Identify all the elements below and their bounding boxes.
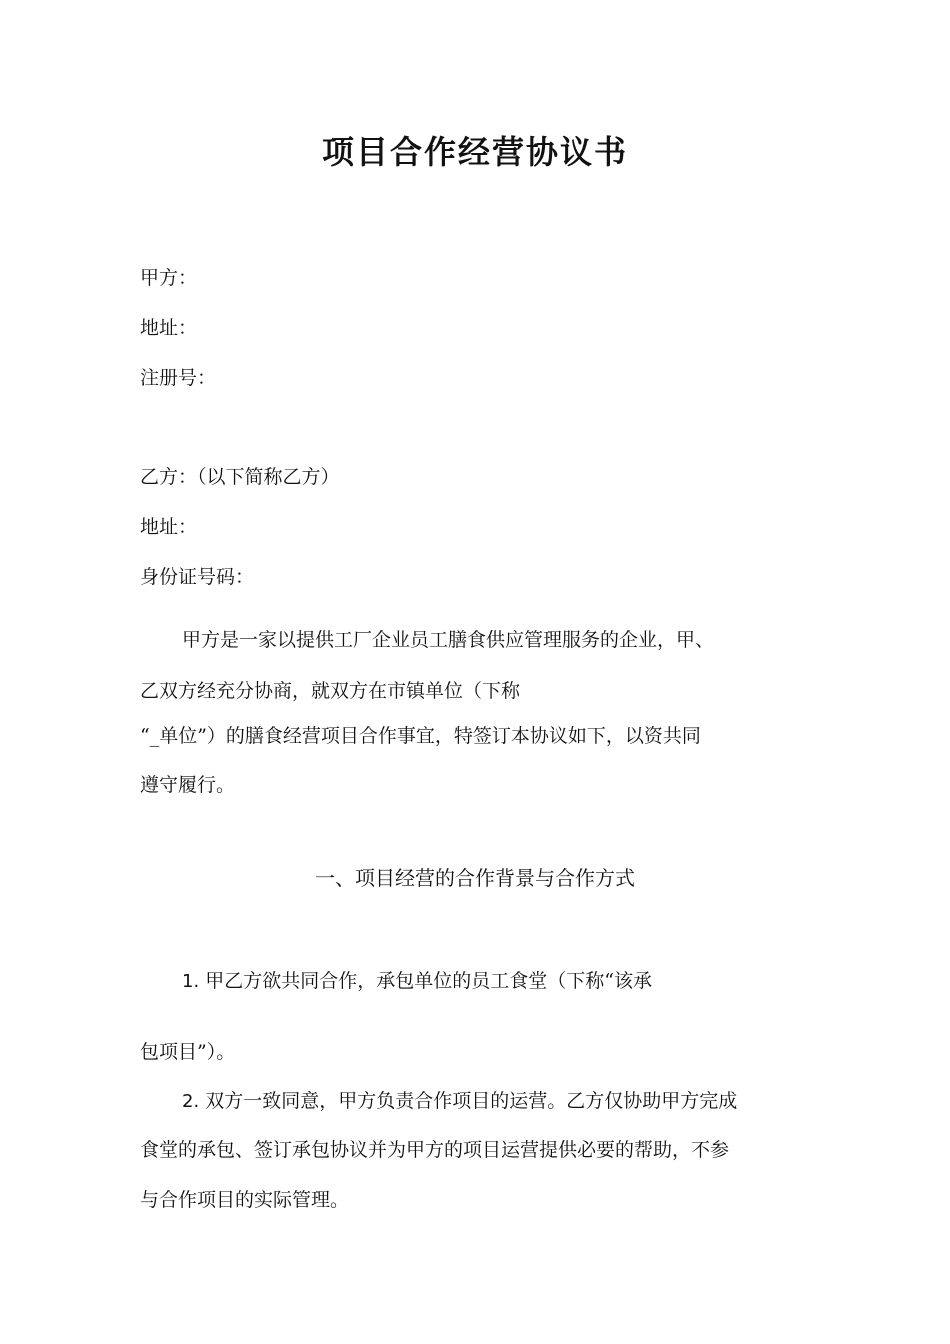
clause-line: 与合作项目的实际管理。 (140, 1189, 350, 1211)
party-b-id-label: 身份证号码： (140, 566, 255, 588)
clause-text: 甲乙方欲共同合作，承包单位的员工食堂（下称“该承 (205, 970, 652, 992)
intro-line: 甲方是一家以提供工厂企业员工膳食供应管理服务的企业，甲、 (182, 629, 715, 651)
clause-1-first-line (182, 967, 652, 996)
clause-text: 双方一致同意，甲方负责合作项目的运营。乙方仅协助甲方完成 (205, 1090, 738, 1112)
intro-line: “_单位”）的膳食经营项目合作事宜，特签订本协议如下，以资共同 (140, 725, 701, 747)
intro-line: 乙双方经充分协商，就双方在市镇单位（下称 (140, 680, 521, 702)
party-b-address-label: 地址： (140, 516, 198, 538)
clause-number: 1. (182, 971, 200, 992)
party-a-address-label: 地址： (140, 317, 198, 339)
clause-number: 2. (182, 1091, 200, 1112)
party-a-label: 甲方： (140, 267, 198, 289)
clause-line: 食堂的承包、签订承包协议并为甲方的项目运营提供必要的帮助，不参 (140, 1139, 730, 1161)
party-b-label: 乙方：（以下简称乙方） (140, 466, 340, 488)
document-title: 项目合作经营协议书 (321, 133, 628, 171)
section-heading: 一、项目经营的合作背景与合作方式 (315, 866, 635, 890)
party-a-registration-label: 注册号： (140, 367, 217, 389)
clause-line: 包项目”）。 (140, 1041, 236, 1063)
intro-line: 遵守履行。 (140, 774, 236, 796)
clause-2-first-line (182, 1087, 737, 1116)
